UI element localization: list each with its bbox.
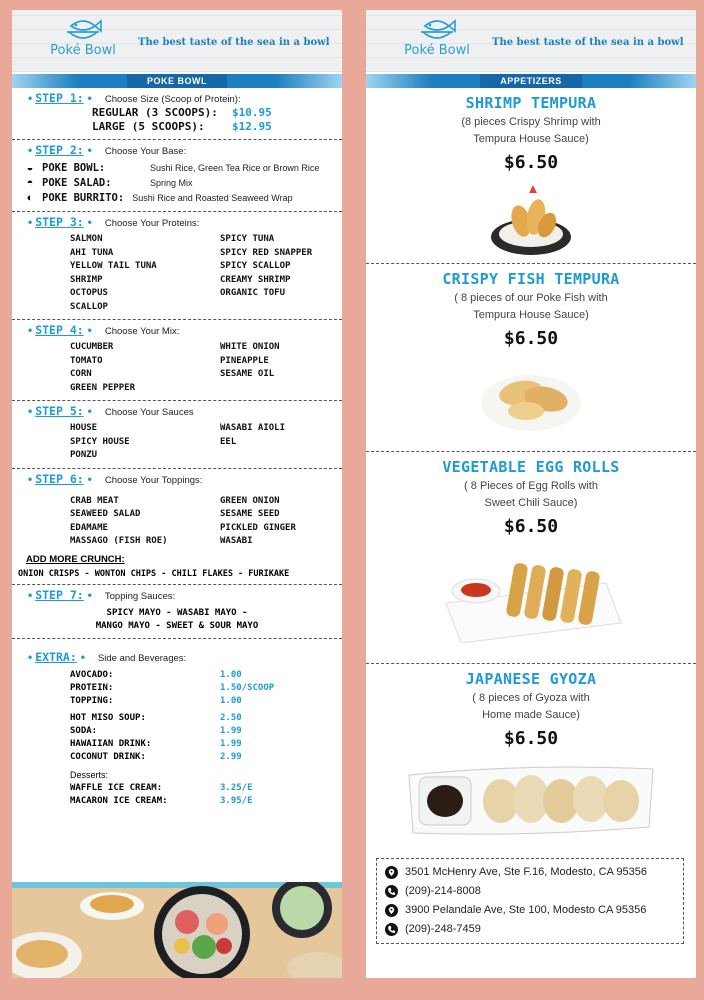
base-row <box>22 191 342 206</box>
list-item: SCALLOP <box>70 301 108 312</box>
step-desc: Choose Your Mix: <box>104 326 180 337</box>
dessert-label: MACARON ICE CREAM: <box>70 795 168 806</box>
list-item: PICKLED GINGER <box>220 522 296 533</box>
section-title: APPETIZERS <box>480 74 582 88</box>
phone-icon <box>385 885 398 898</box>
extras-list <box>28 669 342 708</box>
appetizer-name: CRISPY FISH TEMPURA <box>442 270 620 288</box>
list-item: ORGANIC TOFU <box>220 288 286 298</box>
base-row <box>22 161 342 176</box>
brand-name: Poké Bowl <box>404 43 470 58</box>
contact-row <box>385 863 675 882</box>
appetizer-name: SHRIMP TEMPURA <box>465 94 597 112</box>
crunch-items: ONION CRISPS - WONTON CHIPS - CHILI FLAKES - FURIKAKE <box>18 568 290 579</box>
step-desc: Topping Sauces: <box>104 590 176 602</box>
appetizer-desc: Tempura House Sauce) <box>473 309 589 321</box>
appetizer-price: $6.50 <box>503 328 559 349</box>
appetizer-item <box>366 264 696 452</box>
extra-price: 1.99 <box>220 738 242 749</box>
list-item: MASSAGO (FISH ROE) <box>70 536 168 546</box>
step-desc: Choose Size (Scoop of Protein): <box>104 94 241 105</box>
extra-price: 2.99 <box>220 751 242 762</box>
extra-price: 1.99 <box>220 725 242 736</box>
size-price: $10.95 <box>232 106 272 119</box>
list-item: YELLOW TAIL TUNA <box>70 261 157 271</box>
list-item: PONZU <box>70 450 98 460</box>
base-row <box>22 176 342 191</box>
appetizer-desc: Sweet Chili Sauce) <box>484 497 578 509</box>
step-title: STEP 7: <box>35 587 84 602</box>
contact-row <box>385 882 675 901</box>
extra-label: AVOCADO: <box>70 669 114 680</box>
list-item: SEAWEED SALAD <box>70 509 141 519</box>
extra-label: HAWAIIAN DRINK: <box>70 738 152 749</box>
extra-price: 1.00 <box>220 669 242 680</box>
base-label: POKE BURRITO: <box>42 192 125 204</box>
step-title: STEP 4: <box>35 323 84 337</box>
address-text: 3900 Pelandale Ave, Ste 100, Modesto CA 95356 <box>405 904 647 916</box>
appetizer-item <box>366 664 696 854</box>
fish-bowl-icon <box>417 16 457 42</box>
fish-tempura-photo <box>476 355 586 435</box>
dessert-price: 3.25/E <box>220 782 253 793</box>
topping-sauces-line: MANGO MAYO - SWEET & SOUR MAYO <box>95 620 259 631</box>
step-title: STEP 2: <box>35 143 84 157</box>
appetizer-desc: (8 pieces Crispy Shrimp with <box>461 116 601 128</box>
section-bar <box>12 74 342 88</box>
bowl-icon: ◒ <box>26 162 34 174</box>
location-pin-icon <box>385 866 398 879</box>
list-item: GREEN PEPPER <box>70 382 136 393</box>
list-item: EEL <box>220 436 237 447</box>
brand-name: Poké Bowl <box>50 43 116 58</box>
section-bar <box>366 74 696 88</box>
salad-icon: ◓ <box>26 177 34 189</box>
step-5: • STEP 5: • Choose Your Sauces HOUSE WASABI AIOLI SPICY HOUSE EEL PONZU <box>12 401 342 469</box>
list-item: CORN <box>70 369 92 379</box>
egg-rolls-photo <box>436 543 626 643</box>
protein-list <box>28 233 342 314</box>
address-text: 3501 McHenry Ave, Ste F.16, Modesto, CA 95356 <box>405 866 647 878</box>
base-label: POKE SALAD: <box>42 177 112 189</box>
step-6: • STEP 6: • Choose Your Toppings: CRAB MEAT GREEN ONION SEAWEED SALAD SESAME SEED EDAMAME PICKLED GINGER MASSAGO (FISH ROE) WASABI ADD MORE CRUNCH: ONION CRISPS - WONTON CHIPS - CHILI FLAKES - FURIKAKE <box>12 469 342 585</box>
appetizer-desc: ( 8 Pieces of Egg Rolls with <box>464 480 598 492</box>
step-title: STEP 3: <box>35 215 84 229</box>
step-3: • STEP 3: • Choose Your Proteins: SALMON SPICY TUNA AHI TUNA SPICY RED SNAPPER YELLOW TAIL TUNA SPICY SCALLOP SHRIMP CREAMY SHRIMP OCTOPUS ORGANIC TOFU SCALLOP <box>12 212 342 320</box>
list-item: WASABI AIOLI <box>220 423 286 433</box>
extra-price: 1.00 <box>220 695 242 706</box>
step-1: • STEP 1: • Choose Size (Scoop of Protein): REGULAR (3 SCOOPS): $10.95 LARGE (5 SCOOPS): $12.95 <box>12 88 342 140</box>
step-title: EXTRA: <box>35 649 77 664</box>
base-desc: Sushi Rice, Green Tea Rice or Brown Rice <box>150 163 320 173</box>
list-item: PINEAPPLE <box>220 355 269 366</box>
size-label: REGULAR (3 SCOOPS): <box>92 106 218 119</box>
topping-sauces-line: SPICY MAYO - WASABI MAYO - <box>106 607 248 618</box>
list-item: TOMATO <box>70 355 103 366</box>
list-item: SESAME SEED <box>220 509 280 519</box>
size-row <box>28 106 342 120</box>
extra-price: 2.50 <box>220 712 242 723</box>
tagline: The best taste of the sea in a bowl <box>138 37 330 48</box>
list-item: GREEN ONION <box>220 495 280 506</box>
list-item: CREAMY SHRIMP <box>220 274 291 285</box>
list-item: SPICY SCALLOP <box>220 261 291 271</box>
list-item: EDAMAME <box>70 522 108 533</box>
fish-bowl-icon <box>63 16 103 42</box>
dessert-label: WAFFLE ICE CREAM: <box>70 782 163 793</box>
location-pin-icon <box>385 904 398 917</box>
contact-row <box>385 920 675 939</box>
sauce-list <box>28 422 342 463</box>
list-item: SPICY RED SNAPPER <box>220 247 313 258</box>
extra-label: PROTEIN: <box>70 682 114 693</box>
list-item: SALMON <box>70 234 103 244</box>
list-item: OCTOPUS <box>70 288 108 298</box>
left-panel <box>12 10 342 978</box>
base-label: POKE BOWL: <box>42 162 106 174</box>
mix-list <box>28 341 342 395</box>
crunch-title: ADD MORE CRUNCH: <box>26 553 125 565</box>
phone-text[interactable]: (209)-248-7459 <box>405 923 481 935</box>
appetizer-price: $6.50 <box>503 152 559 173</box>
base-desc: Spring Mix <box>150 178 193 188</box>
step-desc: Choose Your Sauces <box>104 407 194 418</box>
gyoza-photo <box>401 755 661 845</box>
appetizer-name: VEGETABLE EGG ROLLS <box>442 458 620 476</box>
appetizer-desc: ( 8 pieces of Gyoza with <box>472 692 590 704</box>
step-desc: Choose Your Toppings: <box>104 474 203 486</box>
header <box>366 10 696 72</box>
size-label: LARGE (5 SCOOPS): <box>92 120 205 133</box>
contact-box <box>376 858 684 944</box>
extra-label: SODA: <box>70 725 98 736</box>
poke-bowls-photo <box>12 882 342 978</box>
list-item: HOUSE <box>70 423 98 433</box>
header <box>12 10 342 72</box>
list-item: SHRIMP <box>70 274 103 285</box>
appetizer-name: JAPANESE GYOZA <box>465 670 597 688</box>
appetizer-desc: ( 8 pieces of our Poke Fish with <box>454 292 608 304</box>
list-item: WASABI <box>220 536 253 546</box>
right-panel <box>366 10 696 978</box>
base-desc: Sushi Rice and Roasted Seaweed Wrap <box>132 193 293 203</box>
extra-label: COCONUT DRINK: <box>70 751 146 762</box>
phone-icon <box>385 923 398 936</box>
shrimp-tempura-photo <box>481 179 581 259</box>
list-item: AHI TUNA <box>70 247 114 258</box>
contact-row <box>385 901 675 920</box>
appetizer-desc: Home made Sauce) <box>482 709 580 721</box>
topping-list <box>28 495 342 549</box>
step-7: • STEP 7: • Topping Sauces: SPICY MAYO - WASABI MAYO - MANGO MAYO - SWEET & SOUR MAYO <box>12 585 342 639</box>
size-row <box>28 120 342 134</box>
step-2: • STEP 2: • Choose Your Base: ◒ POKE BOWL: Sushi Rice, Green Tea Rice or Brown Rice ◓ POKE SALAD: Spring Mix ◐ POKE BURRITO: Sushi Rice and Roasted Seaweed Wrap <box>12 140 342 212</box>
beverages-list <box>28 712 342 764</box>
list-item: WHITE ONION <box>220 342 280 352</box>
appetizer-price: $6.50 <box>503 516 559 537</box>
step-title: STEP 1: <box>35 91 84 105</box>
list-item: CRAB MEAT <box>70 495 119 506</box>
section-title: POKE BOWL <box>127 74 227 88</box>
extra-section: • EXTRA: • Side and Beverages: AVOCADO: 1.00 PROTEIN: 1.50/SCOOP TOPPING: 1.00 HOT MISO SOUP: 2.50 SODA: 1.99 HAWAIIAN DRINK: 1.99 COCONUT DRINK: 2.99 Desserts: WAFFLE ICE CREAM: 3.25/E MACARON ICE CREAM: 3.95/E <box>12 639 342 813</box>
list-item: CUCUMBER <box>70 342 114 352</box>
step-title: STEP 5: <box>35 404 84 418</box>
step-title: STEP 6: <box>35 471 84 486</box>
tagline: The best taste of the sea in a bowl <box>492 37 684 48</box>
appetizer-item <box>366 452 696 664</box>
logo <box>392 16 482 58</box>
phone-text[interactable]: (209)-214-8008 <box>405 885 481 897</box>
extra-label: HOT MISO SOUP: <box>70 712 146 723</box>
dessert-price: 3.95/E <box>220 795 253 806</box>
list-item: SPICY TUNA <box>220 234 275 244</box>
list-item: SPICY HOUSE <box>70 436 130 447</box>
step-4: • STEP 4: • Choose Your Mix: CUCUMBER WHITE ONION TOMATO PINEAPPLE CORN SESAME OIL GREEN PEPPER <box>12 320 342 401</box>
appetizer-desc: Tempura House Sauce) <box>473 133 589 145</box>
desserts-list <box>28 782 342 808</box>
step-desc: Side and Beverages: <box>97 652 187 664</box>
size-price: $12.95 <box>232 120 272 133</box>
desserts-label: Desserts: <box>70 769 109 780</box>
logo <box>38 16 128 58</box>
step-desc: Choose Your Base: <box>104 146 187 157</box>
list-item: SESAME OIL <box>220 369 275 379</box>
step-desc: Choose Your Proteins: <box>104 218 200 229</box>
extra-label: TOPPING: <box>70 695 114 706</box>
extra-price: 1.50/SCOOP <box>220 682 275 693</box>
appetizer-price: $6.50 <box>503 728 559 749</box>
burrito-icon: ◐ <box>26 192 34 204</box>
appetizer-item <box>366 88 696 264</box>
